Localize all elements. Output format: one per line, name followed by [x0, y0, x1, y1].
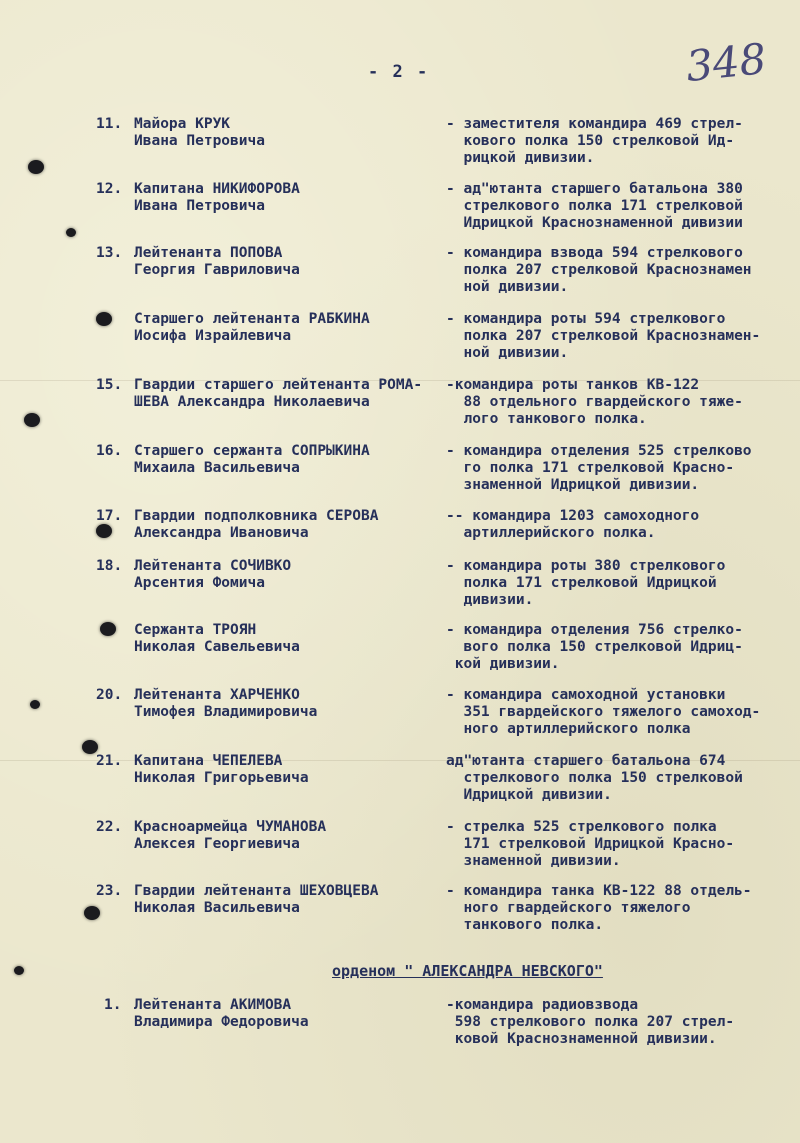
entry-name: Гвардии лейтенанта ШЕХОВЦЕВА Николая Васильевича: [134, 883, 379, 916]
entry-description: - командира роты 594 стрелкового полка 207 стрелковой Краснознамен- ной дивизии.: [446, 311, 761, 361]
order-heading: орденом " АЛЕКСАНДРА НЕВСКОГО": [332, 962, 603, 980]
entry-description: - стрелка 525 стрелкового полка 171 стрелковой Идрицкой Красно- знаменной дивизии.: [446, 819, 735, 869]
entry-name: Гвардии старшего лейтенанта РОМА- ШЕВА Александра Николаевича: [134, 377, 423, 410]
entry-description: - командира отделения 525 стрелково го полка 171 стрелковой Красно- знаменной Идрицкой дивизии.: [446, 443, 752, 493]
entry-name: Красноармейца ЧУМАНОВА Алексея Георгиевича: [134, 819, 327, 852]
entry-description: -- командира 1203 самоходного артиллерийского полка.: [446, 508, 700, 541]
entry-number: 22.: [96, 819, 123, 835]
entry-description: - командира танка КВ-122 88 отдель- ного гвардейского тяжелого танкового полка.: [446, 883, 752, 933]
entry-description: - командира самоходной установки 351 гвардейского тяжелого самоход- ного артиллерийского полка: [446, 687, 761, 737]
entry-name: Майора КРУК Ивана Петровича: [134, 116, 265, 149]
entry-name: Гвардии подполковника СЕРОВА Александра Ивановича: [134, 508, 379, 541]
entry-description: -командира радиовзвода 598 стрелкового полка 207 стрел- ковой Краснознаменной дивизии.: [446, 997, 735, 1047]
binder-hole: [96, 524, 112, 538]
entry-name: Сержанта ТРОЯН Николая Савельевича: [134, 622, 300, 655]
entry-name: Капитана ЧЕПЕЛЕВА Николая Григорьевича: [134, 753, 309, 786]
entry-description: - заместителя командира 469 стрел- кового полка 150 стрелковой Ид- рицкой дивизии.: [446, 116, 743, 166]
entry-description: ад"ютанта старшего батальона 674 стрелкового полка 150 стрелковой Идрицкой дивизии.: [446, 753, 743, 803]
entry-number: 21.: [96, 753, 123, 769]
entry-name: Старшего лейтенанта РАБКИНА Иосифа Израйлевича: [134, 311, 370, 344]
entry-name: Старшего сержанта СОПРЫКИНА Михаила Васильевича: [134, 443, 370, 476]
entry-description: - ад"ютанта старшего батальона 380 стрелкового полка 171 стрелковой Идрицкой Краснознаменной дивизии: [446, 181, 743, 231]
entry-name: Лейтенанта ХАРЧЕНКО Тимофея Владимировича: [134, 687, 318, 720]
entry-number: 11.: [96, 116, 123, 132]
binder-hole: [66, 228, 76, 237]
entry-name: Лейтенанта СОЧИВКО Арсентия Фомича: [134, 558, 292, 591]
entry-number: 12.: [96, 181, 123, 197]
entry-number: 20.: [96, 687, 123, 703]
entry-number: 17.: [96, 508, 123, 524]
entry-number: 15.: [96, 377, 123, 393]
entry-description: -командира роты танков КВ-122 88 отдельного гвардейского тяже- лого танкового полка.: [446, 377, 743, 427]
binder-hole: [96, 312, 112, 326]
archive-number: 348: [683, 33, 769, 92]
entry-description: - командира роты 380 стрелкового полка 171 стрелковой Идрицкой дивизии.: [446, 558, 726, 608]
page-number: - 2 -: [368, 62, 430, 82]
entry-number: 23.: [96, 883, 123, 899]
binder-hole: [14, 966, 24, 975]
binder-hole: [28, 160, 44, 174]
binder-hole: [100, 622, 116, 636]
entry-number: 16.: [96, 443, 123, 459]
binder-hole: [24, 413, 40, 427]
entry-number: 13.: [96, 245, 123, 261]
entry-name: Лейтенанта ПОПОВА Георгия Гавриловича: [134, 245, 300, 278]
entry-number: 1.: [104, 997, 122, 1013]
binder-hole: [84, 906, 100, 920]
binder-hole: [82, 740, 98, 754]
entry-description: - командира взвода 594 стрелкового полка 207 стрелковой Краснознамен ной дивизии.: [446, 245, 752, 295]
entry-name: Капитана НИКИФОРОВА Ивана Петровича: [134, 181, 300, 214]
entry-description: - командира отделения 756 стрелко- вого полка 150 стрелковой Идриц- кой дивизии.: [446, 622, 743, 672]
entry-name: Лейтенанта АКИМОВА Владимира Федоровича: [134, 997, 309, 1030]
entry-number: 18.: [96, 558, 123, 574]
binder-hole: [30, 700, 40, 709]
